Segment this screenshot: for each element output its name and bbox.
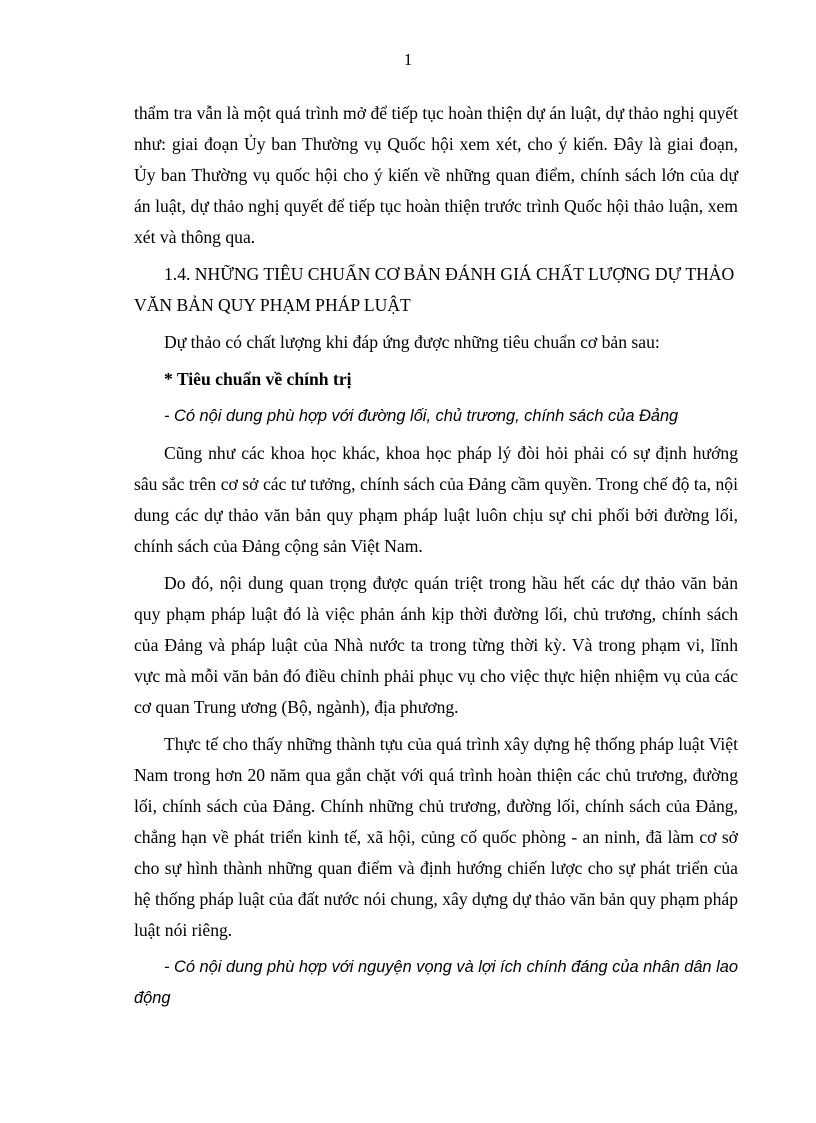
paragraph-legal-science: Cũng như các khoa học khác, khoa học pháp lý đòi hỏi phải có sự định hướng sâu sắc trên cơ sở các tư tưởng, chính sách của Đảng cầm quyền. Trong chế độ ta, nội dung các dự thảo văn bản quy phạm pháp luật luôn chịu sự chi phối bởi đường lối, chính sách của Đảng cộng sản Việt Nam. (134, 443, 738, 556)
paragraph-intro: thẩm tra vẫn là một quá trình mở để tiếp tục hoàn thiện dự án luật, dự thảo nghị quyết như: giai đoạn Ủy ban Thường vụ Quốc hội xem xét, cho ý kiến. Đây là giai đoạn, Ủy ban Thường vụ quốc hội cho ý kiến về những quan điểm, chính sách lớn của dự án luật, dự thảo nghị quyết để tiếp tục hoàn thiện trước trình Quốc hội thảo luận, xem xét và thông qua. (134, 103, 738, 247)
section-heading: 1.4. NHỮNG TIÊU CHUẨN CƠ BẢN ĐÁNH GIÁ CHẤT LƯỢNG DỰ THẢO VĂN BẢN QUY PHẠM PHÁP LUẬT (134, 264, 735, 315)
document-body (134, 98, 738, 1020)
criterion-party-line: - Có nội dung phù hợp với đường lối, chủ trương, chính sách của Đảng (164, 407, 679, 425)
criterion-people-interest: - Có nội dung phù hợp với nguyện vọng và lợi ích chính đáng của nhân dân lao động (134, 958, 738, 1007)
page-number: 1 (403, 50, 413, 69)
paragraph-practice: Thực tế cho thấy những thành tựu của quá trình xây dựng hệ thống pháp luật Việt Nam trong hơn 20 năm qua gắn chặt với quá trình hoàn thiện các chủ trương, đường lối, chính sách của Đảng. Chính những chủ trương, đường lối, chính sách của Đảng, chẳng hạn về phát triển kinh tế, xã hội, củng cố quốc phòng - an ninh, đã làm cơ sở cho sự hình thành những quan điểm và định hướng chiến lược cho sự phát triển của hệ thống pháp luật của đất nước nói chung, xây dựng dự thảo văn bản quy phạm pháp luật nói riêng. (134, 734, 738, 940)
paragraph-criteria-intro: Dự thảo có chất lượng khi đáp ứng được những tiêu chuẩn cơ bản sau: (164, 332, 660, 352)
paragraph-therefore: Do đó, nội dung quan trọng được quán triệt trong hầu hết các dự thảo văn bản quy phạm pháp luật đó là việc phản ánh kịp thời đường lối, chủ trương, chính sách của Đảng và pháp luật của Nhà nước ta trong từng thời kỳ. Và trong phạm vi, lĩnh vực mà mỗi văn bản đó điều chỉnh phải phục vụ cho việc thực hiện nhiệm vụ của các cơ quan Trung ương (Bộ, ngành), địa phương. (134, 573, 738, 717)
subheading-political-criteria: * Tiêu chuẩn về chính trị (164, 369, 352, 389)
